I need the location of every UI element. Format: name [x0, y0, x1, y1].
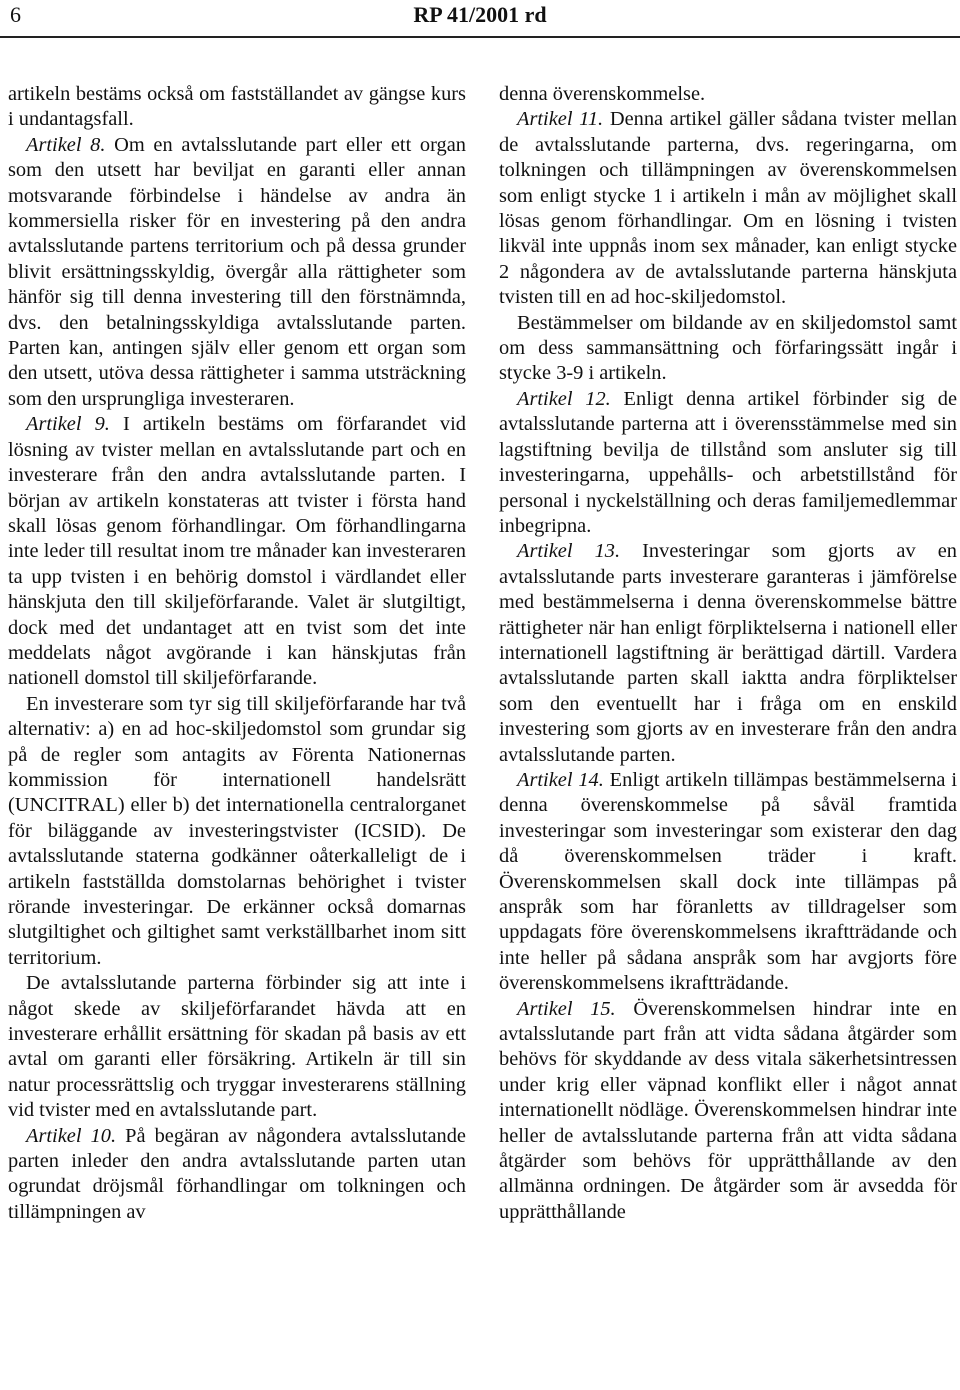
page-number: 6 — [10, 2, 21, 27]
paragraph-article-13 — [499, 539, 957, 768]
paragraph-article-11 — [499, 107, 957, 310]
paragraph — [499, 311, 957, 387]
paragraph-text: denna överenskommelse. — [499, 83, 706, 105]
paragraph-article-8 — [8, 133, 466, 412]
article-heading: Artikel 9. — [26, 413, 110, 436]
document-id: RP 41/2001 rd — [413, 2, 547, 27]
paragraph-article-15 — [499, 997, 957, 1226]
article-heading: Artikel 15. — [517, 997, 616, 1020]
paragraph-text: En investerare som tyr sig till skiljeförfarande har två alternativ: a) en ad hoc-skiljedomstol som grundar sig på de regler som antagits av Förenta Nationernas kommission för internationell handelsrätt (UNCITRAL) eller b) det internationella centralorganet för biläggande av investeringstvister (ICSID). De avtalsslutande staterna godkänner oåterkalleligt de i artikeln fastställda domstolarnas behörighet i tvister rörande investeringar. De erkänner också domarnas slutgiltighet och giltighet samt verkställbarhet inom sitt territorium. — [8, 692, 466, 969]
paragraph-text: På begäran av någondera avtalsslutande parten inleder den andra avtalsslutande parten utan ogrundat dröjsmål förhandlingar om tolkningen och tillämpningen av — [8, 1124, 466, 1223]
left-column — [8, 82, 466, 1387]
paragraph-text: Överenskommelsen hindrar inte en avtalsslutande part från att vidta sådana åtgärder som behövs för skyddande av dess vitala säkerhetsintressen under krig eller väpnad konflikt eller i något annat internationellt nödläge. Överenskommelsen hindrar inte heller de avtalsslutande parterna från att vidta sådana åtgärder som behövs för upprätthållande av den allmänna ordningen. De åtgärder som är avsedda för upprätthållande — [499, 997, 957, 1223]
paragraph — [8, 692, 466, 971]
paragraph-text: Investeringar som gjorts av en avtalsslutande parts investerare garanteras i jämförelse med bestämmelserna i denna överenskommelse bättre rättigheter när han enligt förpliktelserna i nationell eller internationell lagstiftning är berättigad därtill. Vardera avtalsslutande parten skall iaktta andra förpliktelser som den eventuellt har i fråga om en enskild investering som gjorts av en investerare från den andra avtalsslutande parten. — [499, 540, 957, 766]
article-heading: Artikel 13. — [517, 540, 621, 563]
paragraph-text: I artikeln bestäms om förfarandet vid lösning av tvister mellan en avtalsslutande part och en investerare från den andra avtalsslutande parten. I början av artikeln konstateras att tvister i första hand skall lösas genom förhandlingar. Om förhandlingarna inte leder till resultat inom tre månader kan investeraren ta upp tvisten i en behörig domstol i värdlandet eller hänskjuta den till skiljeförfarande. Valet är slutgiltigt, dock med det undantaget att en tvist som det inte meddelats något avgörande i kan hänskjutas från nationell domstol till skiljeförfarande. — [8, 413, 466, 690]
paragraph-text: Denna artikel gäller sådana tvister mellan de avtalsslutande parterna, dvs. regeringarna, om tolkningen och tillämpningen av överenskommelsen som enligt stycke 1 i artikeln i mån av möjlighet skall lösas genom förhandlingar. Om en lösning i tvisten likväl inte uppnås inom sex månader, kan enligt stycke 2 någondera av de avtalsslutande parterna hänskjuta tvisten till en ad hoc-skiljedomstol. — [499, 108, 957, 309]
paragraph-article-9 — [8, 412, 466, 691]
paragraph-article-10 — [8, 1124, 466, 1226]
header-rule — [0, 36, 960, 38]
article-heading: Artikel 8. — [26, 133, 106, 156]
paragraph-text: Enligt denna artikel förbinder sig de avtalsslutande parterna att i överensstämmelse med sin lagstiftning bevilja de tillstånd som ansluter sig till investeringarna, uppehålls- och arbetstillstånd för personal i nyckelställning och deras familjemedlemmar inbegripna. — [499, 387, 957, 537]
paragraph — [8, 971, 466, 1123]
article-heading: Artikel 10. — [26, 1124, 117, 1147]
paragraph-text: Enligt artikeln tillämpas bestämmelserna i denna överenskommelse på såväl framtida investeringar som investeringar som existerar den dag då överenskommelsen träder i kraft. Överenskommelsen skall dock inte tillämpas på anspråk som har föranletts av tilldragelser som uppdagats före överenskommelsens ikraftträdande och inte heller på sådana anspråk som har avgjorts före överenskommelsens ikraftträdande. — [499, 768, 957, 995]
paragraph-text: Om en avtalsslutande part eller ett organ som den utsett har beviljat en garanti eller annan motsvarande förbindelse i händelse av andra än kommersiella risker för en investering på den andra avtalsslutande partens territorium och på dessa grunder blivit ersättningsskyldig, övergår alla rättigheter som hänför sig till denna investering till den förstnämnda, dvs. den betalningsskyldiga avtalsslutande parten. Parten kan, antingen själv eller genom ett organ som den utsett, utöva dessa rättigheter i samma utsträckning som den ursprungliga investeraren. — [8, 133, 466, 410]
paragraph-text: De avtalsslutande parterna förbinder sig att inte i något skede av skiljeförfarandet hävda att en investerare erhållit ersättning för skadan på basis av ett avtal om garanti eller försäkring. Artikeln är till sin natur processrättslig och tryggar investerarens ställning vid tvister med en avtalsslutande part. — [8, 972, 466, 1122]
paragraph-article-14 — [499, 768, 957, 997]
page-header — [0, 0, 960, 44]
article-heading: Artikel 11. — [517, 108, 604, 131]
paragraph-article-12 — [499, 387, 957, 539]
article-heading: Artikel 14. — [517, 768, 604, 791]
article-heading: Artikel 12. — [517, 387, 611, 410]
right-column — [499, 82, 957, 1387]
paragraph-text: artikeln bestäms också om fastställandet av gängse kurs i undantagsfall. — [8, 83, 466, 131]
paragraph-text: Bestämmelser om bildande av en skiljedomstol samt om dess sammansättning och förfaringssätt ingår i stycke 3-9 i artikeln. — [499, 311, 957, 385]
paragraph — [8, 82, 466, 133]
paragraph — [499, 82, 957, 107]
